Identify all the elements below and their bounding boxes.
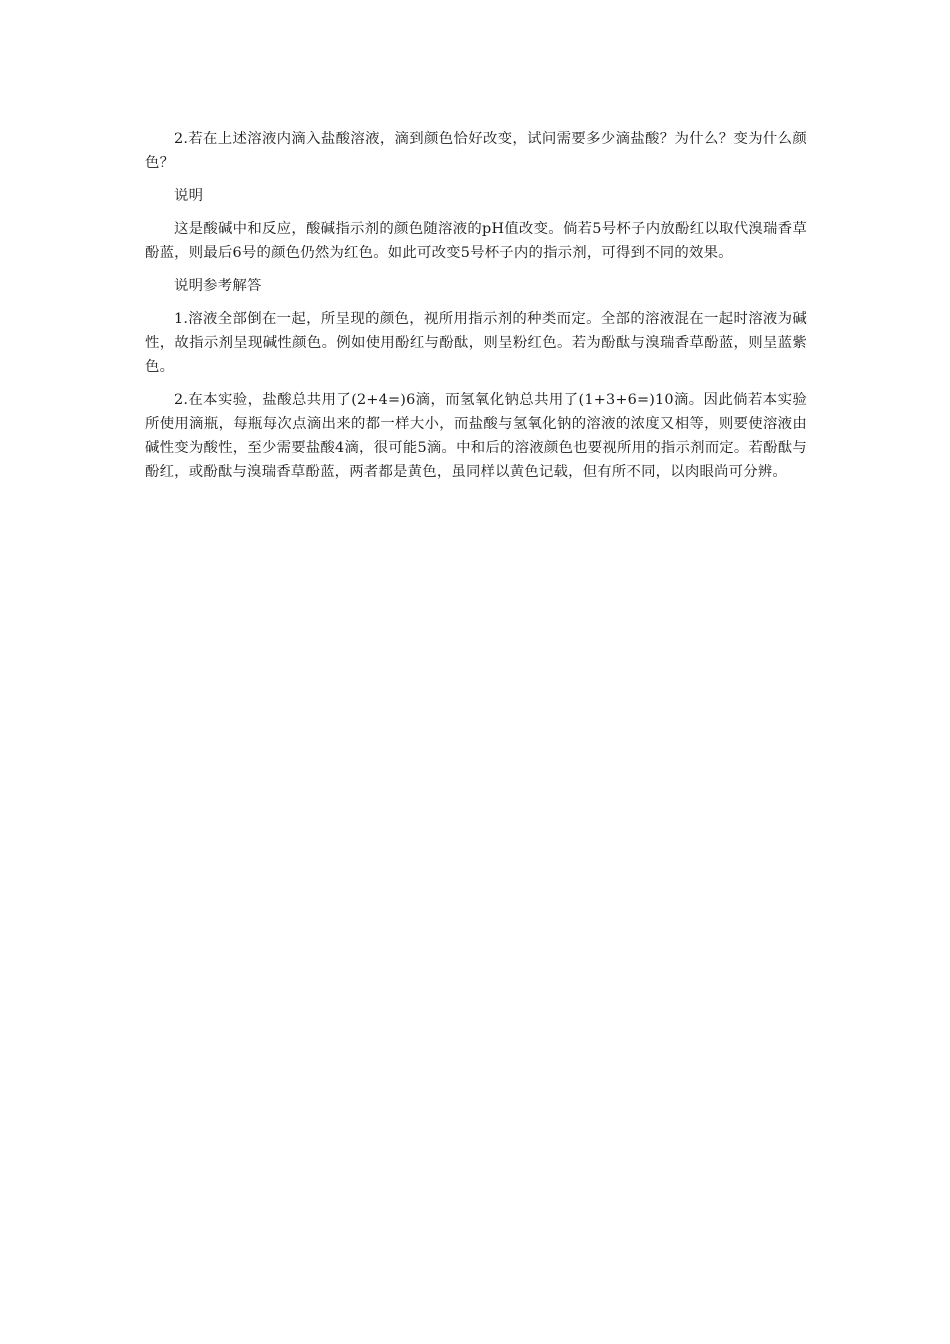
question-2-paragraph: 2.若在上述溶液内滴入盐酸溶液，滴到颜色恰好改变，试问需要多少滴盐酸？为什么？变为什么颜色？ <box>145 131 807 171</box>
answer-2-paragraph: 2.在本实验，盐酸总共用了(2+4=)6滴，而氢氧化钠总共用了(1+3+6=)10滴。因此倘若本实验所使用滴瓶，每瓶每次点滴出来的都一样大小，而盐酸与氢氧化钠的溶液的浓度又相等，则要使溶液由碱性变为酸性，至少需要盐酸4滴，很可能5滴。中和后的溶液颜色也要视所用的指示剂而定。若酚酞与酚红，或酚酞与溴瑞香草酚蓝，两者都是黄色，虽同样以黄色记载，但有所不同，以肉眼尚可分辨。 <box>145 392 807 480</box>
answer-1-paragraph: 1.溶液全部倒在一起，所呈现的颜色，视所用指示剂的种类而定。全部的溶液混在一起时溶液为碱性，故指示剂呈现碱性颜色。例如使用酚红与酚酞，则呈粉红色。若为酚酞与溴瑞香草酚蓝，则呈蓝紫色。 <box>145 311 807 375</box>
explanation-heading: 说明 <box>174 188 204 204</box>
reference-answer-heading: 说明参考解答 <box>174 278 262 294</box>
explanation-paragraph: 这是酸碱中和反应，酸碱指示剂的颜色随溶液的pH值改变。倘若5号杯子内放酚红以取代溴瑞香草酚蓝，则最后6号的颜色仍然为红色。如此可改变5号杯子内的指示剂，可得到不同的效果。 <box>145 221 807 261</box>
document-page <box>145 127 807 493</box>
